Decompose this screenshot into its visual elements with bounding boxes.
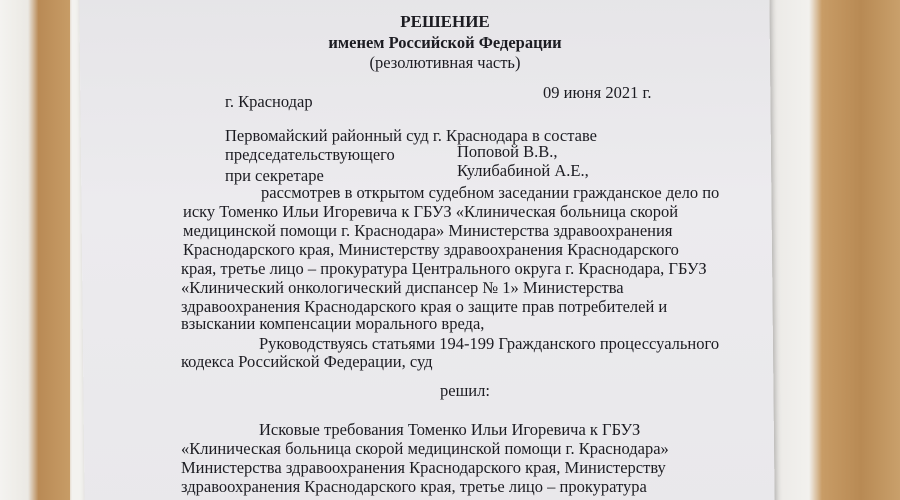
- claim-line: «Клиническая больница скорой медицинской помощи г. Краснодара»: [181, 439, 669, 458]
- claim-line: Министерства здравоохранения Краснодарского края, Министерству: [181, 458, 666, 477]
- court-decision-document: [95, 0, 735, 500]
- body-line: «Клинический онкологический диспансер № 1» Министерства: [181, 278, 624, 297]
- background-right: [770, 0, 900, 500]
- claim-line: Исковые требования Томенко Ильи Игоревича к ГБУЗ: [259, 420, 641, 439]
- decided-heading: решил:: [440, 381, 490, 400]
- document-city: г. Краснодар: [225, 92, 313, 111]
- court-line: Первомайский районный суд г. Краснодара в составе: [225, 126, 597, 145]
- body-line: взыскании компенсации морального вреда,: [181, 314, 485, 333]
- body-line: Краснодарского края, Министерству здравоохранения Краснодарского: [183, 240, 679, 259]
- document-subtitle: именем Российской Федерации: [328, 33, 562, 52]
- body-line: иску Томенко Ильи Игоревича к ГБУЗ «Клиническая больница скорой: [183, 202, 679, 221]
- document-date: 09 июня 2021 г.: [543, 83, 652, 102]
- claim-line: здравоохранения Краснодарского края, третье лицо – прокуратура: [181, 477, 647, 496]
- secretary-label: при секретаре: [225, 166, 324, 185]
- document-title: РЕШЕНИЕ: [400, 12, 490, 31]
- presiding-name: Поповой В.В.,: [457, 142, 558, 161]
- body-line: края, третье лицо – прокуратура Центрального округа г. Краснодара, ГБУЗ: [181, 259, 707, 278]
- background-left: [0, 0, 70, 500]
- presiding-label: председательствующего: [225, 145, 395, 164]
- guided-line: кодекса Российской Федерации, суд: [181, 352, 433, 371]
- body-line: здравоохранения Краснодарского края о защите прав потребителей и: [181, 297, 668, 316]
- document-part: (резолютивная часть): [369, 53, 521, 72]
- body-line: медицинской помощи г. Краснодара» Министерства здравоохранения: [183, 221, 673, 240]
- body-line: рассмотрев в открытом судебном заседании гражданское дело по: [261, 183, 720, 202]
- secretary-name: Кулибабиной А.Е.,: [457, 161, 589, 180]
- guided-line: Руководствуясь статьями 194-199 Гражданского процессуального: [259, 334, 720, 353]
